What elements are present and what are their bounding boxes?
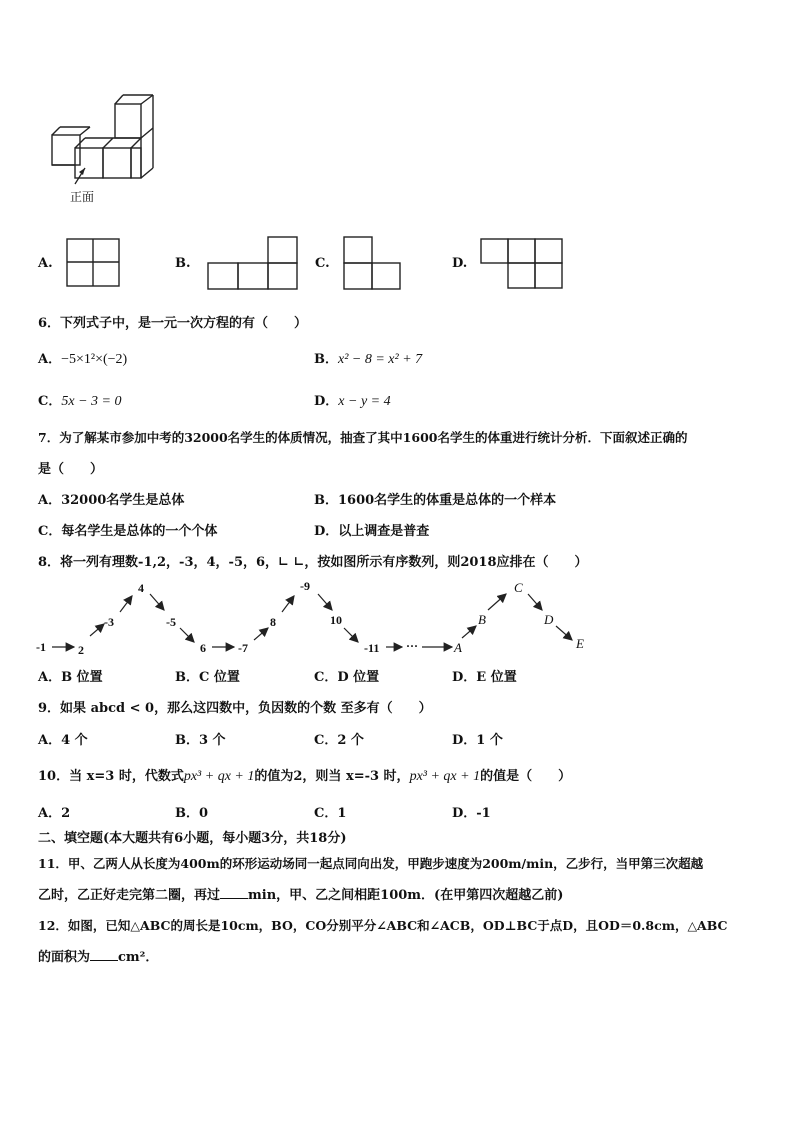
q10-stem-part2: 的值为2，则当 x=-3 时， bbox=[254, 769, 410, 784]
q10-option-c[interactable]: C．1 bbox=[314, 806, 347, 821]
q5-option-b-figure bbox=[207, 236, 299, 290]
q7-option-c[interactable]: C．每名学生是总体的一个个体 bbox=[38, 524, 218, 539]
q5-option-c-figure bbox=[343, 236, 403, 290]
q8-seq-term-10: 10 bbox=[330, 613, 342, 627]
q8-option-a[interactable]: A．B 位置 bbox=[38, 670, 103, 685]
q12-line2-part2: cm²． bbox=[118, 950, 159, 965]
q7-option-a[interactable]: A．32000名学生是总体 bbox=[38, 493, 185, 508]
q8-seq-term-6: 6 bbox=[200, 641, 206, 655]
q6-option-d-letter: D． bbox=[314, 394, 339, 409]
q8-seq-term-7: -7 bbox=[238, 641, 248, 655]
q8-seq-term-3: -3 bbox=[104, 615, 114, 629]
section-2-heading: 二、填空题(本大题共有6小题，每小题3分，共18分) bbox=[38, 831, 347, 846]
q8-seq-term-5: -5 bbox=[166, 615, 176, 629]
q10-stem-part1: 10．当 x=3 时，代数式 bbox=[38, 769, 184, 784]
cube-solid-figure bbox=[45, 90, 165, 210]
q12-line1: 12．如图，已知△ABC的周长是10cm，BO，CO分别平分∠ABC和∠ACB，OD⊥BC于点D，且OD＝0.8cm，△ABC bbox=[38, 918, 728, 933]
q8-seq-term-8: 8 bbox=[270, 615, 276, 629]
q5-option-a-letter[interactable]: A. bbox=[38, 256, 53, 271]
q9-option-b[interactable]: B．3 个 bbox=[175, 733, 226, 748]
q5-option-a-figure bbox=[66, 238, 120, 288]
q7-stem-line1: 7．为了解某市参加中考的32000名学生的体质情况，抽查了其中1600名学生的体重进行统计分析．下面叙述正确的 bbox=[38, 430, 688, 445]
q8-option-c[interactable]: C．D 位置 bbox=[314, 670, 380, 685]
q9-option-d[interactable]: D．1 个 bbox=[452, 733, 503, 748]
q10-stem bbox=[38, 765, 571, 785]
q12-answer-blank[interactable] bbox=[90, 948, 118, 961]
q11-line2-part2: min，甲、乙之间相距100m．(在甲第四次超越乙前) bbox=[248, 888, 564, 903]
front-view-label: 正面 bbox=[70, 190, 95, 204]
q12-line2 bbox=[38, 946, 158, 965]
q11-line2 bbox=[38, 884, 563, 903]
q8-position-e: E bbox=[576, 636, 584, 651]
q7-option-b[interactable]: B．1600名学生的体重是总体的一个样本 bbox=[314, 493, 557, 508]
q10-option-d[interactable]: D．-1 bbox=[452, 806, 491, 821]
q8-seq-term-9: -9 bbox=[300, 579, 310, 593]
q6-option-a-expr: −5×1²×(−2) bbox=[61, 352, 128, 367]
q6-option-d[interactable] bbox=[314, 390, 391, 410]
q6-option-c[interactable] bbox=[38, 390, 121, 410]
q5-option-b-letter[interactable]: B. bbox=[175, 256, 191, 271]
q10-expression-1: px³ + qx + 1 bbox=[183, 769, 255, 784]
q11-line1: 11．甲、乙两人从长度为400m的环形运动场同一起点同向出发，甲跑步速度为200m/min，乙步行，当甲第三次超越 bbox=[38, 856, 704, 871]
q6-option-b-expr: x² − 8 = x² + 7 bbox=[338, 352, 423, 367]
q10-expression-2: px³ + qx + 1 bbox=[409, 769, 481, 784]
q6-option-c-letter: C． bbox=[38, 394, 62, 409]
q9-option-a[interactable]: A．4 个 bbox=[38, 733, 88, 748]
q8-position-d: D bbox=[544, 612, 554, 627]
q11-answer-blank[interactable] bbox=[220, 886, 248, 899]
q6-option-d-expr: x − y = 4 bbox=[338, 394, 391, 409]
q8-stem: 8．将一列有理数-1,2，-3，4，-5，6，∟ ∟，按如图所示有序数列，则2018应排在（ ） bbox=[38, 555, 588, 570]
q7-stem-line2: 是（ ） bbox=[38, 462, 104, 477]
q10-stem-part3: 的值是（ ） bbox=[480, 769, 572, 784]
q8-seq-term-4: 4 bbox=[138, 581, 144, 595]
q7-option-d[interactable]: D．以上调查是普查 bbox=[314, 524, 430, 539]
q5-option-d-letter[interactable]: D. bbox=[452, 256, 468, 271]
q11-line2-part1: 乙时，乙正好走完第二圈，再过 bbox=[38, 888, 221, 903]
q8-seq-term-1: -1 bbox=[36, 640, 46, 654]
q6-option-b[interactable] bbox=[314, 348, 422, 368]
q10-option-a[interactable]: A．2 bbox=[38, 806, 71, 821]
q5-option-d-figure bbox=[480, 236, 564, 290]
q6-option-c-expr: 5x − 3 = 0 bbox=[61, 394, 122, 409]
q6-option-a[interactable] bbox=[38, 348, 127, 368]
q10-option-b[interactable]: B．0 bbox=[175, 806, 209, 821]
q8-option-d[interactable]: D．E 位置 bbox=[452, 670, 517, 685]
q5-option-c-letter[interactable]: C. bbox=[315, 256, 330, 271]
q8-seq-term-2: 2 bbox=[78, 643, 84, 657]
q9-option-c[interactable]: C．2 个 bbox=[314, 733, 364, 748]
q6-option-b-letter: B． bbox=[314, 352, 338, 367]
q8-seq-term-ellipsis: ··· bbox=[406, 639, 419, 653]
q8-option-b[interactable]: B．C 位置 bbox=[175, 670, 240, 685]
q12-line2-part1: 的面积为 bbox=[38, 950, 91, 965]
q8-position-a: A bbox=[454, 640, 462, 655]
q9-stem: 9．如果 abcd < 0，那么这四数中，负因数的个数 至多有（ ） bbox=[38, 701, 432, 716]
q8-seq-term-11: -11 bbox=[364, 641, 380, 655]
q6-stem: 6．下列式子中，是一元一次方程的有（ ） bbox=[38, 316, 308, 331]
q6-option-a-letter: A． bbox=[38, 352, 62, 367]
q8-sequence-figure bbox=[36, 576, 596, 656]
q8-position-b: B bbox=[478, 612, 486, 627]
q8-position-c: C bbox=[514, 580, 523, 595]
